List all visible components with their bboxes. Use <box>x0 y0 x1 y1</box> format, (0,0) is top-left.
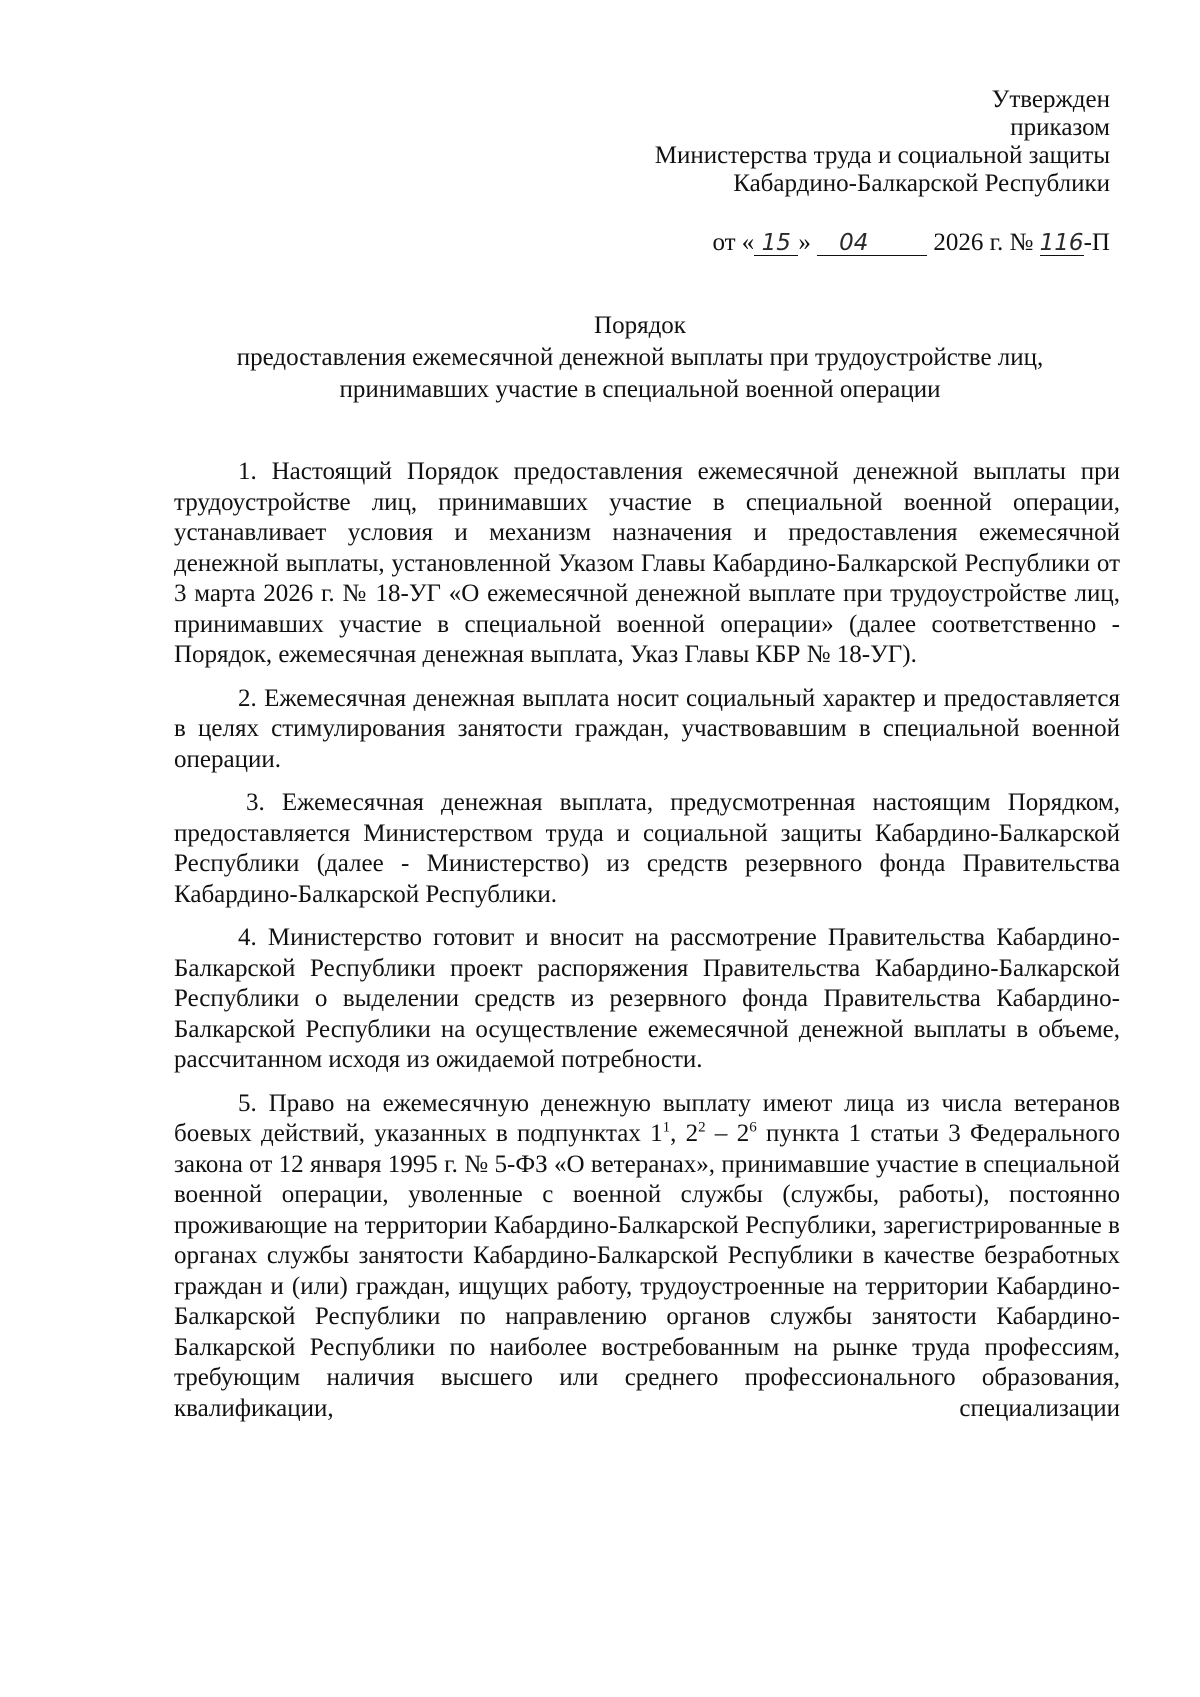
approval-line: Министерства труда и социальной защиты <box>654 142 1110 169</box>
p5-text: – 2 <box>705 1120 750 1147</box>
approval-line: Утвержден <box>991 86 1110 113</box>
p5-text: , 2 <box>670 1120 699 1147</box>
approval-line: приказом <box>1010 114 1110 141</box>
order-quote-close: » <box>798 229 811 256</box>
p5-sup: 2 <box>698 1119 706 1136</box>
document-title <box>180 310 1100 406</box>
paragraph-2: 2. Ежемесячная денежная выплата носит социальный характер и предоставляется в целях стимулирования занятости граждан, участвовавшим в специальной военной операции. <box>174 684 1120 773</box>
order-date-number <box>712 228 1110 258</box>
p5-sup: 1 <box>662 1119 671 1136</box>
order-prefix: от « <box>712 229 755 256</box>
p5-text: пункта 1 статьи 3 Федерального закона от 12 января 1995 г. № 5-ФЗ «О ветеранах», принимавшие участие в специальной военной операции, уволенные с военной службы (службы, работы), постоянно проживающие на территории Кабардино-Балкарской Республики, зарегистрированные в органах службы занятости Кабардино-Балкарской Республики в качестве безработных граждан и (или) граждан, ищущих работу, трудоустроенные на территории Кабардино-Балкарской Республики по направлению органов службы занятости Кабардино-Балкарской Республики по наиболее востребованным на рынке труда профессиям, требующим наличия высшего или среднего профессионального образования, квалификации, специализации <box>174 1120 1121 1422</box>
paragraph-5 <box>174 1089 1120 1425</box>
handwritten-month: 04 <box>817 231 927 256</box>
title-heading: Порядок <box>594 312 686 339</box>
approval-stamp-block <box>655 86 1110 198</box>
paragraph-3: 3. Ежемесячная денежная выплата, предусмотренная настоящим Порядком, предоставляется Министерством труда и социальной защиты Кабардино-Балкарской Республики (далее - Министерство) из средств резервного фонда Правительства Кабардино-Балкарской Республики. <box>174 789 1120 908</box>
order-year: 2026 г. <box>933 229 1004 256</box>
p5-sup: 6 <box>749 1119 757 1136</box>
document-body <box>174 457 1120 1424</box>
paragraph-1: 1. Настоящий Порядок предоставления ежемесячной денежной выплаты при трудоустройстве лиц, принимавших участие в специальной военной операции, устанавливает условия и механизм назначения и предоставления ежемесячной денежной выплаты, установленной Указом Главы Кабардино-Балкарской Республики от 3 марта 2026 г. № 18-УГ «О ежемесячной денежной выплате при трудоустройстве лиц, принимавших участие в специальной военной операции» (далее соответственно - Порядок, ежемесячная денежная выплата, Указ Главы КБР № 18-УГ). <box>174 458 1120 668</box>
title-subtitle-line: предоставления ежемесячной денежной выплаты при трудоустройстве лиц, <box>236 344 1044 371</box>
order-number-sign: № <box>1009 229 1034 256</box>
title-subtitle-line: принимавших участие в специальной военной операции <box>339 376 941 403</box>
paragraph-4: 4. Министерство готовит и вносит на рассмотрение Правительства Кабардино-Балкарской Республики проект распоряжения Правительства Кабардино-Балкарской Республики о выделении средств из резервного фонда Правительства Кабардино-Балкарской Республики на осуществление ежемесячной денежной выплаты в объеме, рассчитанном исходя из ожидаемой потребности. <box>174 924 1120 1073</box>
handwritten-day: 15 <box>754 231 798 256</box>
p5-text: 5. Право на ежемесячную денежную выплату имеют лица из числа ветеранов боевых действий, указанных в подпунктах 1 <box>174 1089 1120 1147</box>
order-suffix: -П <box>1083 229 1110 256</box>
approval-line: Кабардино-Балкарской Республики <box>733 170 1110 197</box>
handwritten-number: 116 <box>1039 230 1084 256</box>
